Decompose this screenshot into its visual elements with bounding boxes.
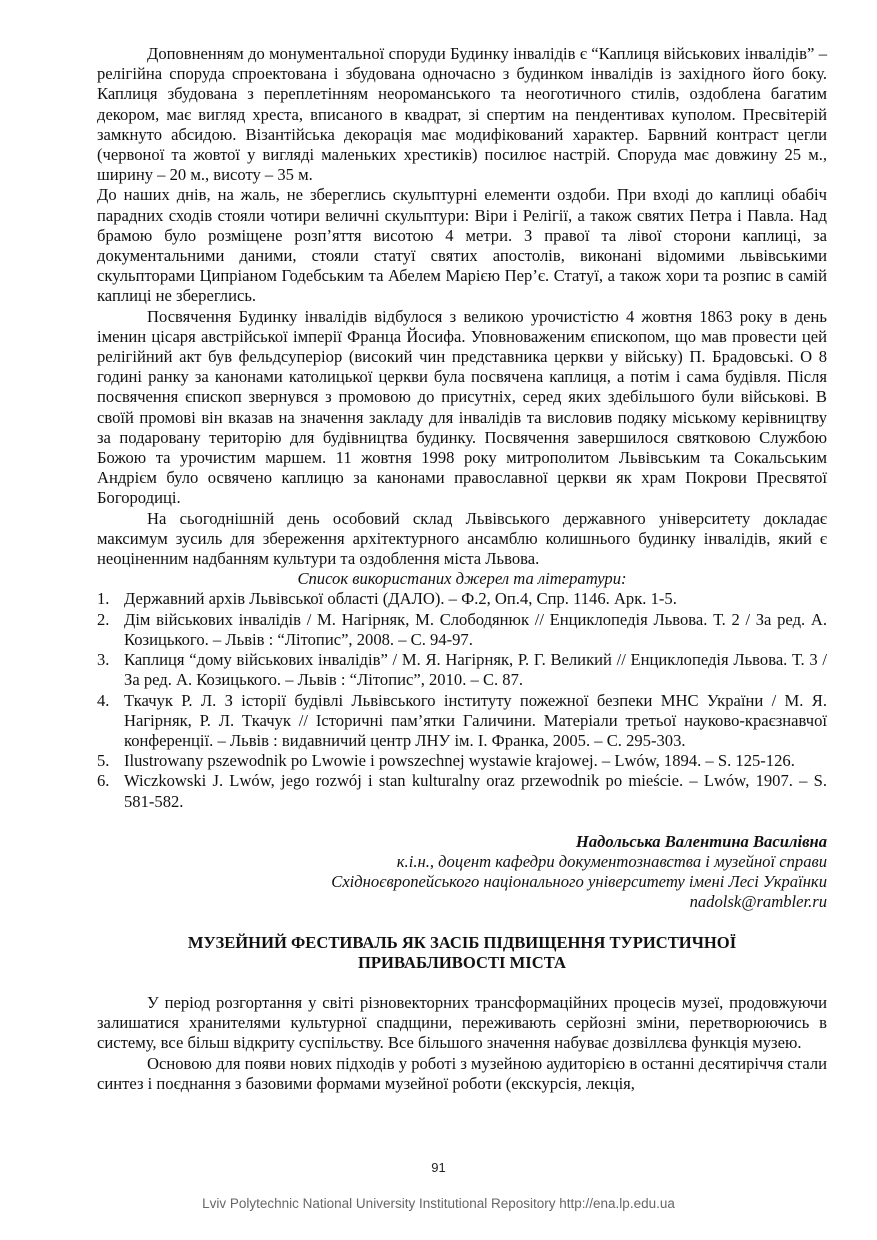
article-title [97, 933, 827, 973]
reference-item [97, 751, 827, 771]
page-content [97, 44, 827, 1094]
author-institution: Східноєвропейського національного університету імені Лесі Українки [331, 872, 827, 892]
article-title-line-1: МУЗЕЙНИЙ ФЕСТИВАЛЬ ЯК ЗАСІБ ПІДВИЩЕННЯ ТУРИСТИЧНОЇ [187, 932, 737, 952]
reference-number: 3. [97, 650, 110, 670]
reference-text: Дім військових інвалідів / М. Нагірняк, М. Слободянюк // Енциклопедія Львова. Т. 2 / За ред. А. Козицького. – Львів : “Літопис”, 2008. – С. 94-97. [124, 609, 827, 649]
reference-number: 5. [97, 751, 110, 771]
reference-item [97, 589, 827, 609]
reference-number: 6. [97, 771, 110, 791]
reference-text: Каплиця “дому військових інвалідів” / М. Я. Нагірняк, Р. Г. Великий // Енциклопедія Львова. Т. 3 / За ред. А. Козицького. – Львів : “Літопис”, 2010. – С. 87. [124, 650, 827, 690]
author-email: nadolsk@rambler.ru [689, 892, 827, 912]
paragraph-consecration: Посвячення Будинку інвалідів відбулося з великою урочистістю 4 жовтня 1863 року в день іменин цісаря австрійської імперії Франца Йосифа. Уповноваженим єпископом, що мав провести цей релігійний акт був фельдсуперіор (високий чин представника церкви у війську) П. Брадовські. О 8 годині ранку за канонами католицької церкви була посвячена каплиця, а потім і сама будівля. Після посвячення єпископ звернувся з промовою до присутніх, серед яких здебільшого були військові. В своїй промові він вказав на значення закладу для інвалідів та висловив подяку міському керівництву за подаровану територію для будівництва будинку. Посвячення завершилося святковою Службою Божою та урочистим маршем. 11 жовтня 1998 року митрополитом Львівським та Сокальським Андрієм було освячено каплицю за канонами православної церкви як храм Покрови Пресвятої Богородиці. [97, 306, 827, 508]
reference-text: Wiczkowski J. Lwów, jego rozwój i stan kulturalny oraz przewodnik po mieście. – Lwów, 1907. – S. 581-582. [124, 771, 827, 811]
reference-text: Державний архів Львівської області (ДАЛО). – Ф.2, Оп.4, Спр. 1146. Арк. 1-5. [124, 589, 677, 609]
reference-text: Ткачук Р. Л. З історії будівлі Львівського інституту пожежної безпеки МНС України / М. Я. Нагірняк, Р. Л. Ткачук // Історичні пам’ятки Галичини. Матеріали третьої науково-краєзнавчої конференції. – Львів : видавничий центр ЛНУ ім. І. Франка, 2005. – С. 295-303. [124, 690, 827, 750]
reference-item [97, 771, 827, 811]
author-name: Надольська Валентина Василівна [575, 831, 827, 851]
author-position: к.і.н., доцент кафедри документознавства і музейної справи [396, 851, 827, 871]
paragraph-lost-sculptures: До наших днів, на жаль, не збереглись скульптурні елементи оздоби. При вході до каплиці обабіч парадних сходів стояли чотири величні скульптури: Віри і Релігії, а також святих Петра і Павла. Над брамою було розміщене розп’яття висотою 4 метри. З правої та лівої сторони каплиці, за документальними даними, стояли статуї святих апостолів, виконані відомими львівськими скульпторами Ципріаном Годебським та Абелем Марією Пер’є. Статуї, а також хори та розпис в самій каплиці не збереглись. [97, 185, 827, 306]
paragraph-chapel-description: Доповненням до монументальної споруди Будинку інвалідів є “Каплиця військових інвалідів” – релігійна споруда спроектована і збудована одночасно з будинком інвалідів із західного його боку. Каплиця збудована з переплетінням неороманського та неоготичного стилів, оздоблена багатим декором, має вигляд хреста, вписаного в квадрат, зі спертим на пендентивах куполом. Пресвітерій замкнуто абсидою. Візантійська декорація має модифікований характер. Барвний контраст цегли (червоної та жовтої у вигляді маленьких хрестиків) посилює настрій. Споруда має довжину 25 м., ширину – 20 м., висоту – 35 м. [97, 44, 827, 185]
references-title: Список використаних джерел та літератури: [297, 569, 627, 589]
article-title-line-2: ПРИВАБЛИВОСТІ МІСТА [358, 952, 566, 972]
author-block [97, 832, 827, 913]
reference-number: 1. [97, 589, 110, 609]
paragraph-museum-intro: У період розгортання у світі різновекторних трансформаційних процесів музеї, продовжуючи залишатися хранителями культурної спадщини, переживають серйозні зміни, перетворюючись в систему, все більш відкриту суспільству. Все більшого значення набуває дозвіллєва функція музею. [97, 992, 827, 1053]
paragraph-university-preservation: На сьогоднішній день особовий склад Львівського державного університету докладає максимум зусиль для збереження архітектурного ансамблю колишнього будинку інвалідів, який є неоціненним надбанням культури та оздоблення міста Львова. [97, 508, 827, 569]
repository-footer: Lviv Polytechnic National University Institutional Repository http://ena.lp.edu.ua [202, 1196, 675, 1211]
references-list [97, 589, 827, 811]
reference-number: 4. [97, 690, 110, 710]
reference-text: Ilustrowany pszewodnik po Lwowie i powszechnej wystawie krajowej. – Lwów, 1894. – S. 125-126. [124, 751, 795, 771]
reference-item [97, 650, 827, 690]
page-number: 91 [431, 1160, 446, 1175]
reference-number: 2. [97, 609, 110, 629]
paragraph-museum-approaches: Основою для появи нових підходів у роботі з музейною аудиторією в останні десятиріччя стали синтез і поєднання з базовими формами музейної роботи (екскурсія, лекція, [97, 1053, 827, 1093]
reference-item [97, 691, 827, 752]
reference-item [97, 610, 827, 650]
